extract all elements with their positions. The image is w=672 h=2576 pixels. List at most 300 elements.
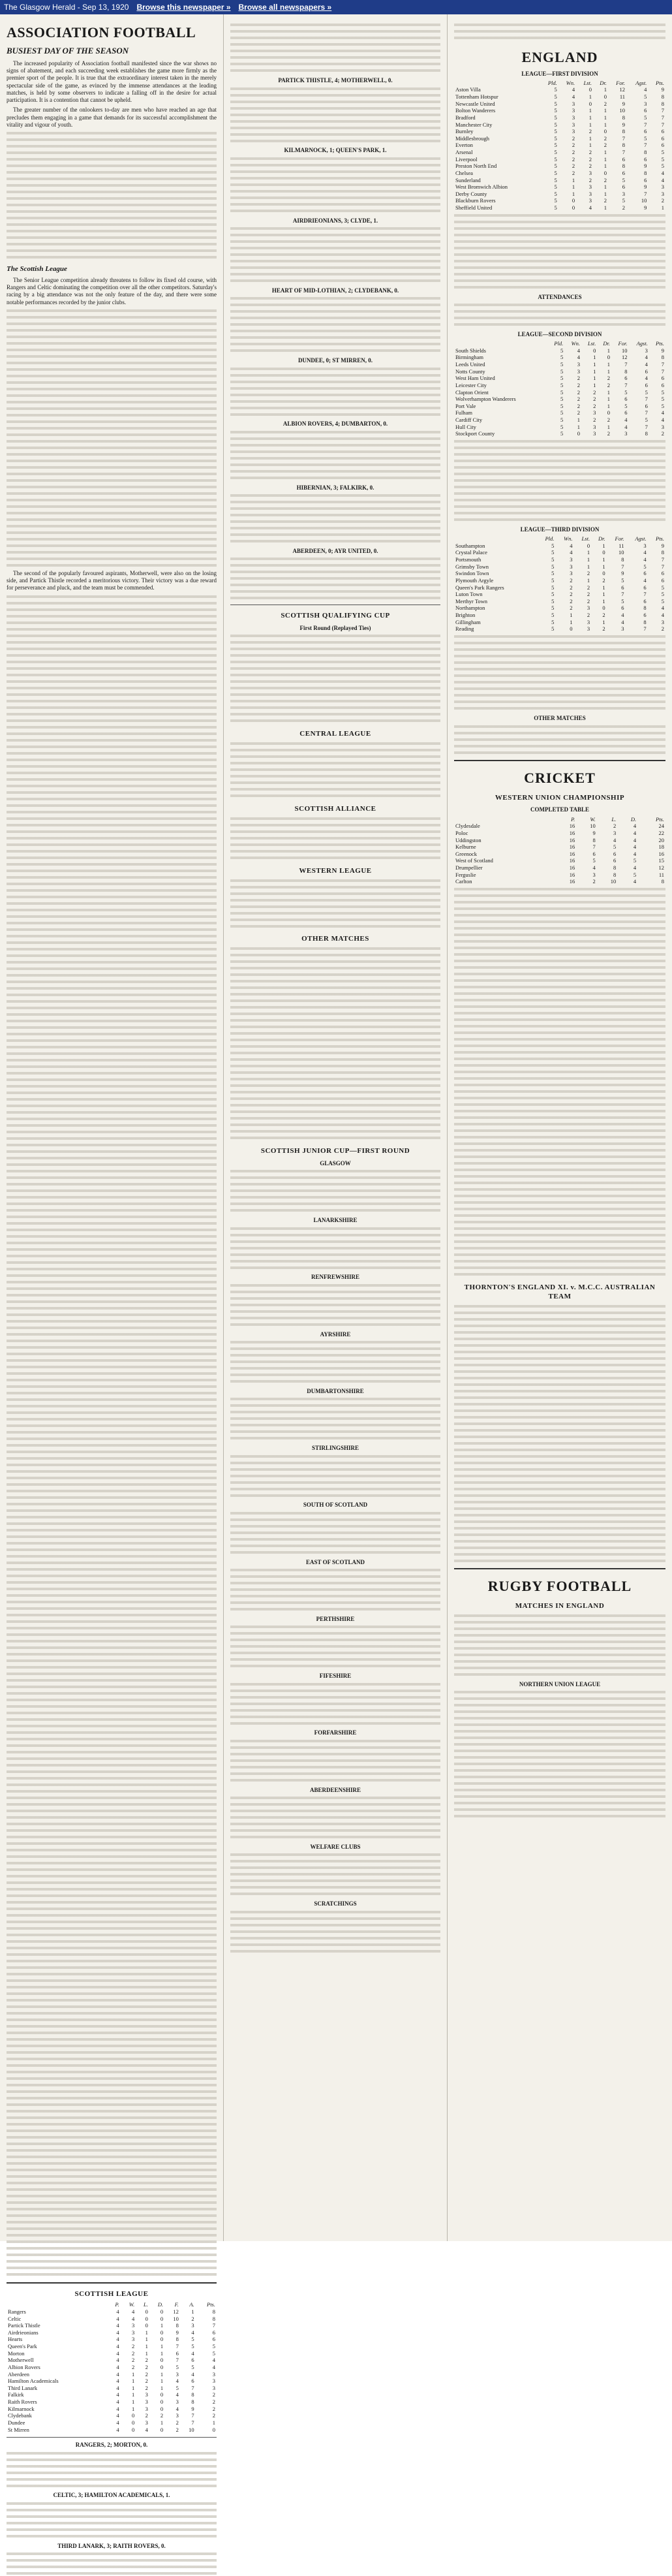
stat-cell: 5 [661,388,664,396]
stat-cell: 5 [621,576,624,584]
stat-cell: 5 [554,204,557,211]
stat-cell: 1 [603,190,607,197]
stat-cell: 5 [624,402,628,409]
stat-cell: 8 [622,163,626,170]
second-division-column-header: Dr. [603,340,610,347]
stat-cell: 2 [588,176,592,183]
stat-cell: 3 [131,2336,135,2343]
stat-cell: 9 [644,183,647,191]
stat-cell: 4 [131,2315,135,2322]
first-division-column-header: Pts. [656,79,664,86]
stat-cell: 2 [145,2370,148,2378]
stat-cell: 6 [176,2349,179,2357]
stat-cell: 7 [661,563,664,570]
stat-cell: 5 [661,163,664,170]
stat-cell: 1 [603,183,607,191]
stat-cell: 1 [131,2405,135,2412]
stat-cell: 3 [593,409,596,416]
western-union-column-header: W. [590,815,596,823]
stat-cell: 0 [160,2315,164,2322]
stat-cell: 1 [145,2343,148,2349]
second-division-column-header: Agst. [636,340,648,347]
team-name: Brighton [455,612,476,618]
team-name: Aston Villa [455,86,481,93]
stat-cell: 1 [607,368,610,375]
stat-cell: 3 [212,2384,215,2391]
stat-cell: 12 [173,2308,179,2315]
cricket-heading: CRICKET [524,770,596,787]
section-heading: The Scottish League [7,265,67,273]
stat-cell: 0 [145,2322,148,2329]
stat-cell: 2 [572,155,575,163]
stat-cell: 2 [603,176,607,183]
stat-cell: 3 [593,430,596,437]
stat-cell: 3 [176,2370,179,2378]
stat-cell: 4 [613,836,617,843]
stat-cell: 1 [145,2349,148,2357]
rugby-heading: RUGBY FOOTBALL [487,1578,632,1595]
stat-cell: 5 [554,163,557,170]
match-report-heading: ALBION ROVERS, 4; DUMBARTON, 0. [283,420,388,428]
stat-cell: 1 [603,114,607,121]
stat-cell: 1 [577,423,580,430]
stat-cell: 6 [621,584,624,591]
stat-cell: 1 [160,2370,164,2378]
stat-cell: 1 [160,2378,164,2385]
stat-cell: 24 [658,823,664,830]
stat-cell: 4 [191,2329,194,2336]
stat-cell: 5 [661,149,664,155]
stat-cell: 0 [588,86,592,93]
team-name: Queen's Park [8,2343,37,2349]
district-heading: ABERDEENSHIRE [309,1786,361,1793]
stat-cell: 0 [145,2308,148,2315]
stat-cell: 2 [131,2343,135,2349]
team-name: South Shields [455,347,486,354]
stat-cell: 1 [602,618,605,625]
stat-cell: 4 [570,542,573,549]
stat-cell: 5 [551,618,555,625]
stat-cell: 7 [212,2322,215,2329]
stat-cell: 10 [590,823,596,830]
western-union-row [454,830,665,837]
stat-cell: 5 [551,625,555,633]
stat-cell: 3 [661,618,664,625]
district-heading: FORFARSHIRE [314,1729,357,1736]
stat-cell: 3 [613,829,617,836]
stat-cell: 11 [619,542,624,549]
stat-cell: 2 [607,381,610,388]
stat-cell: 5 [551,584,555,591]
stat-cell: 2 [570,576,573,584]
stat-cell: 1 [593,368,596,375]
stat-cell: 12 [619,86,626,93]
column-3 [448,14,672,2241]
team-name: Aberdeen [8,2370,30,2378]
stat-cell: 3 [145,2405,148,2412]
stat-cell: 4 [116,2412,119,2419]
stat-cell: 1 [602,591,605,598]
third-division-row [454,556,665,563]
match-report-heading: HEART OF MID-LOTHIAN, 2; CLYDEBANK, 0. [271,287,399,294]
stat-cell: 3 [588,197,592,204]
scottish-league-row [7,2329,217,2336]
scottish-league-row [7,2406,217,2413]
stat-cell: 5 [622,197,626,204]
stat-cell: 5 [661,584,664,591]
stat-cell: 0 [212,2426,215,2433]
stat-cell: 1 [588,134,592,142]
stat-cell: 0 [607,409,610,416]
team-name: Airdrieonians [8,2329,38,2336]
stat-cell: 0 [588,100,592,107]
scottish-league-row [7,2364,217,2371]
second-division-row [454,368,665,375]
stat-cell: 1 [603,86,607,93]
stat-cell: 1 [588,121,592,128]
stat-cell: 2 [613,823,617,830]
stat-cell: 5 [560,423,564,430]
stat-cell: 4 [645,375,648,382]
stat-cell: 1 [577,416,580,423]
stat-cell: 7 [643,625,647,633]
stat-cell: 4 [661,169,664,176]
stat-cell: 1 [607,423,610,430]
stat-cell: 6 [645,381,648,388]
stat-cell: 5 [560,388,564,396]
stat-cell: 5 [554,149,557,155]
stat-cell: 6 [643,612,647,618]
stat-cell: 11 [619,93,626,100]
stat-cell: 8 [644,149,647,155]
stat-cell: 2 [603,134,607,142]
article-body-continued [7,595,217,2277]
district-results [230,1682,440,1725]
second-division-column-header: Pld. [554,340,564,347]
stat-cell: 2 [577,396,580,403]
stat-cell: 0 [602,570,605,577]
stat-cell: 20 [658,836,664,843]
second-division-row [454,361,665,368]
stat-cell: 4 [661,612,664,618]
stat-cell: 0 [131,2426,135,2433]
stat-cell: 2 [212,2391,215,2398]
stat-cell: 1 [588,93,592,100]
match-report-heading: AIRDRIEONIANS, 3; CLYDE, 1. [292,217,378,224]
stat-cell: 7 [661,121,664,128]
stat-cell: 0 [160,2308,164,2315]
district-heading: AYRSHIRE [320,1330,351,1338]
western-union-row [454,857,665,864]
stat-cell: 6 [644,176,647,183]
stat-cell: 6 [622,183,626,191]
first-division-column-header: Pld. [547,79,557,86]
western-union-row [454,837,665,844]
third-division-row [454,605,665,612]
stat-cell: 1 [607,396,610,403]
stat-cell: 1 [160,2322,164,2329]
stat-cell: 7 [644,142,647,149]
third-division-table [454,535,665,633]
team-name: Albion Rovers [8,2363,40,2370]
scottish-league-row [7,2308,217,2316]
stat-cell: 6 [613,850,617,857]
first-division-column-header: Dr. [600,79,607,86]
match-report-heading: PARTICK THISTLE, 4; MOTHERWELL, 0. [278,77,393,84]
stat-cell: 2 [577,388,580,396]
scottish-league-table [7,2301,217,2433]
western-union-column-header: Pts. [656,815,664,823]
stat-cell: 5 [176,2363,179,2370]
stat-cell: 5 [554,183,557,191]
scottish-league-row [7,2316,217,2323]
stat-cell: 8 [212,2315,215,2322]
stat-cell: 0 [160,2329,164,2336]
first-division-column-header: For. [616,79,626,86]
stat-cell: 10 [619,107,626,114]
district-results [230,1909,440,1953]
scottish-league-row [7,2378,217,2385]
stat-cell: 5 [613,843,617,851]
stat-cell: 5 [212,2349,215,2357]
stat-cell: 1 [588,107,592,114]
team-name: Gillingham [455,618,481,625]
team-name: Hearts [8,2336,23,2343]
stat-cell: 2 [602,576,605,584]
stat-cell: 7 [645,423,648,430]
team-name: Manchester City [455,121,493,128]
stat-cell: 2 [145,2357,148,2364]
third-division-column-header: Dr. [598,535,605,542]
stat-cell: 9 [176,2329,179,2336]
third-division-column-header: For. [615,535,624,542]
stat-cell: 5 [645,416,648,423]
stat-cell: 3 [191,2322,194,2329]
district-results [230,1796,440,1840]
stat-cell: 10 [173,2315,179,2322]
stat-cell: 4 [116,2384,119,2391]
team-name: Birmingham [455,354,483,361]
team-name: West Bromwich Albion [455,183,508,191]
stat-cell: 1 [587,563,590,570]
stat-cell: 0 [577,430,580,437]
stat-cell: 4 [116,2419,119,2426]
stat-cell: 2 [603,142,607,149]
stat-cell: 5 [621,597,624,605]
stat-cell: 0 [160,2391,164,2398]
scottish-league-row [7,2336,217,2343]
match-report-heading: KILMARNOCK, 1; QUEEN'S PARK, 1. [284,147,387,154]
second-division-row [454,347,665,354]
stat-cell: 8 [176,2322,179,2329]
stat-cell: 5 [554,197,557,204]
team-name: Queen's Park Rangers [455,584,504,591]
stat-cell: 4 [645,354,648,361]
district-heading: RENFREWSHIRE [311,1274,359,1281]
western-union-column-header: L. [611,815,617,823]
stat-cell: 8 [613,871,617,878]
stat-cell: 5 [643,563,647,570]
first-division-row [454,177,665,184]
league-first-division-title: LEAGUE—FIRST DIVISION [521,70,598,77]
stat-cell: 4 [116,2391,119,2398]
stat-cell: 6 [624,375,628,382]
stat-cell: 2 [603,100,607,107]
stat-cell: 2 [212,2412,215,2419]
stat-cell: 7 [622,149,626,155]
stat-cell: 16 [569,829,575,836]
stat-cell: 0 [602,605,605,612]
stat-cell: 2 [661,625,664,633]
stat-cell: 2 [160,2412,164,2419]
team-name: Everton [455,142,473,149]
stat-cell: 2 [572,149,575,155]
third-division-row [454,542,665,550]
stat-cell: 0 [160,2363,164,2370]
stat-cell: 2 [603,197,607,204]
stat-cell: 6 [661,142,664,149]
stat-cell: 5 [554,134,557,142]
stat-cell: 8 [622,114,626,121]
stat-cell: 7 [621,563,624,570]
second-division-column-header [454,340,547,347]
stat-cell: 6 [661,375,664,382]
stat-cell: 4 [116,2363,119,2370]
stat-cell: 4 [116,2357,119,2364]
stat-cell: 5 [644,134,647,142]
stat-cell: 10 [641,197,647,204]
stat-cell: 5 [554,100,557,107]
stat-cell: 3 [587,605,590,612]
team-name: Merthyr Town [455,597,488,605]
newspaper-page [0,14,672,2549]
western-union-subtitle: COMPLETED TABLE [530,806,589,813]
district-heading: SOUTH OF SCOTLAND [303,1501,368,1509]
browse-all-newspapers-link[interactable]: Browse all newspapers » [238,3,332,12]
stat-cell: 1 [160,2349,164,2357]
team-name: Rangers [8,2308,26,2315]
stat-cell: 2 [587,591,590,598]
team-name: Third Lanark [8,2384,38,2391]
stat-cell: 6 [644,155,647,163]
stat-cell: 1 [607,402,610,409]
stat-cell: 1 [603,121,607,128]
stat-cell: 1 [131,2391,135,2398]
stat-cell: 5 [191,2343,194,2349]
stat-cell: 7 [661,107,664,114]
first-division-column-header [454,80,540,87]
scottish-league-column-header: D. [157,2301,164,2308]
scottish-league-column-header: Pts. [207,2301,215,2308]
first-division-row [454,142,665,149]
second-division-row [454,409,665,416]
stat-cell: 3 [570,563,573,570]
stat-cell: 4 [661,416,664,423]
stat-cell: 9 [621,570,624,577]
match-report-heading: ABERDEEN, 0; AYR UNITED, 0. [292,547,378,554]
stat-cell: 4 [633,829,637,836]
team-name: Falkirk [8,2391,24,2398]
team-name: Clydebank [8,2412,32,2419]
team-name: West Ham United [455,375,495,382]
first-division-table [454,80,665,212]
third-division-column-header: Agst. [635,535,647,542]
stat-cell: 5 [560,368,564,375]
stat-cell: 6 [661,134,664,142]
stat-cell: 22 [658,829,664,836]
team-name: Wolverhampton Wanderers [455,396,516,403]
stat-cell: 5 [554,190,557,197]
stat-cell: 4 [588,204,592,211]
team-name: Carlton [455,878,472,885]
team-name: Sunderland [455,176,481,183]
stat-cell: 4 [116,2315,119,2322]
stat-cell: 2 [587,570,590,577]
stat-cell: 10 [618,549,624,556]
stat-cell: 16 [658,850,664,857]
stat-cell: 2 [212,2405,215,2412]
stat-cell: 6 [645,402,648,409]
stat-cell: 1 [145,2336,148,2343]
stat-cell: 9 [592,829,596,836]
stat-cell: 15 [658,857,664,864]
stat-cell: 4 [661,176,664,183]
first-division-row [454,163,665,170]
stat-cell: 8 [621,556,624,563]
league-third-division-title: LEAGUE—THIRD DIVISION [520,526,600,533]
stat-cell: 8 [661,93,664,100]
second-division-row [454,424,665,431]
district-heading: FIFESHIRE [319,1673,352,1679]
western-union-row [454,864,665,872]
article-paragraph: The greater number of the onlookers to-day are men who have reached an age that precludes them engaging in a game that demands for its successful accomplishment the vitality and vigour of youth. [7,106,217,128]
browse-newspaper-link[interactable]: Browse this newspaper » [136,3,231,12]
stat-cell: 2 [593,402,596,409]
stat-cell: 1 [661,204,664,211]
third-division-row [454,563,665,571]
first-division-row [454,93,665,101]
team-name: Stockport County [455,430,495,437]
stat-cell: 5 [622,176,626,183]
stat-cell: 7 [621,591,624,598]
stat-cell: 3 [572,100,575,107]
stat-cell: 8 [622,142,626,149]
district-heading: SCRATCHINGS [314,1900,357,1907]
stat-cell: 3 [593,423,596,430]
stat-cell: 4 [176,2405,179,2412]
first-division-row [454,183,665,191]
team-name: Chelsea [455,169,473,176]
stat-cell: 0 [131,2412,135,2419]
team-name: Leeds United [455,361,485,368]
team-name: Hamilton Academicals [8,2378,59,2385]
team-name: Northampton [455,605,485,612]
western-union-row [454,872,665,879]
stat-cell: 3 [661,183,664,191]
stat-cell: 7 [624,381,628,388]
stat-cell: 0 [160,2405,164,2412]
stat-cell: 5 [560,396,564,403]
stat-cell: 0 [131,2419,135,2426]
stat-cell: 5 [560,402,564,409]
stat-cell: 4 [116,2308,119,2315]
team-name: Swindon Town [455,570,489,577]
stat-cell: 2 [607,416,610,423]
first-division-row [454,107,665,114]
stat-cell: 16 [569,843,575,851]
stat-cell: 4 [176,2391,179,2398]
stat-cell: 5 [176,2384,179,2391]
